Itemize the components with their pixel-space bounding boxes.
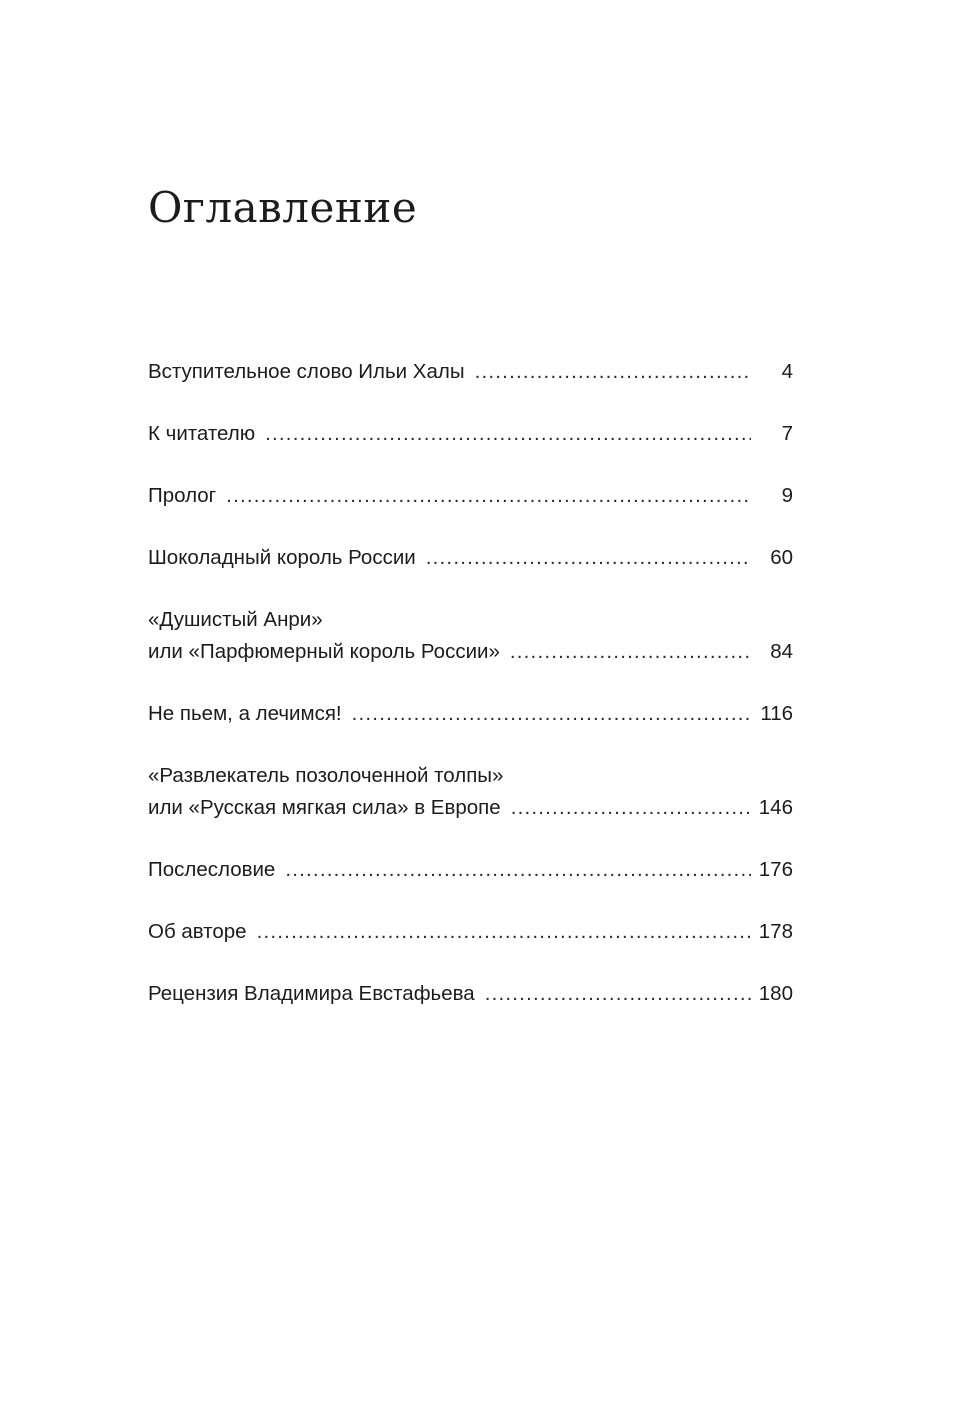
dot-leader [352, 698, 751, 730]
toc-page-number: 176 [758, 858, 793, 881]
dot-leader [511, 792, 751, 824]
toc-entry[interactable] [148, 978, 793, 1010]
dot-leader [285, 854, 751, 886]
toc-entry[interactable] [148, 698, 793, 730]
toc-entry-title: Пролог [148, 484, 217, 507]
toc-page-number: 84 [770, 640, 793, 663]
toc-page-number: 178 [758, 920, 793, 943]
toc-entry-title: Вступительное слово Ильи Халы [148, 360, 465, 383]
toc-page-number: 4 [781, 360, 793, 383]
toc-entry[interactable] [148, 418, 793, 450]
dot-leader [510, 636, 751, 668]
page-title: Оглавление [148, 183, 418, 232]
toc-entry[interactable] [148, 760, 793, 824]
toc-entry[interactable] [148, 356, 793, 388]
toc-page-number: 180 [758, 982, 793, 1005]
toc-page-number: 9 [781, 484, 793, 507]
toc-entry-title-line: «Развлекатель позолоченной толпы» [148, 764, 504, 787]
toc-entry-title: или «Русская мягкая сила» в Европе [148, 796, 501, 819]
dot-leader [265, 418, 751, 450]
toc-entry[interactable] [148, 854, 793, 886]
toc-entry-title: Об авторе [148, 920, 247, 943]
toc-entry[interactable] [148, 480, 793, 512]
dot-leader [475, 356, 751, 388]
toc-entry-title: Не пьем, а лечимся! [148, 702, 342, 725]
dot-leader [485, 978, 751, 1010]
toc-page-number: 116 [760, 702, 793, 725]
toc-entry-title: Рецензия Владимира Евстафьева [148, 982, 475, 1005]
dot-leader [226, 480, 751, 512]
toc-page-number: 7 [781, 422, 793, 445]
toc-entry[interactable] [148, 604, 793, 668]
toc-entry-title: Послесловие [148, 858, 276, 881]
dot-leader [257, 916, 751, 948]
dot-leader [426, 542, 751, 574]
table-of-contents [148, 356, 793, 1040]
toc-entry[interactable] [148, 916, 793, 948]
toc-entry-title: К читателю [148, 422, 256, 445]
toc-entry-title: или «Парфюмерный король России» [148, 640, 500, 663]
toc-entry[interactable] [148, 542, 793, 574]
toc-page-number: 60 [770, 546, 793, 569]
toc-entry-title-line: «Душистый Анри» [148, 608, 323, 631]
toc-entry-title: Шоколадный король России [148, 546, 416, 569]
toc-page-number: 146 [758, 796, 793, 819]
